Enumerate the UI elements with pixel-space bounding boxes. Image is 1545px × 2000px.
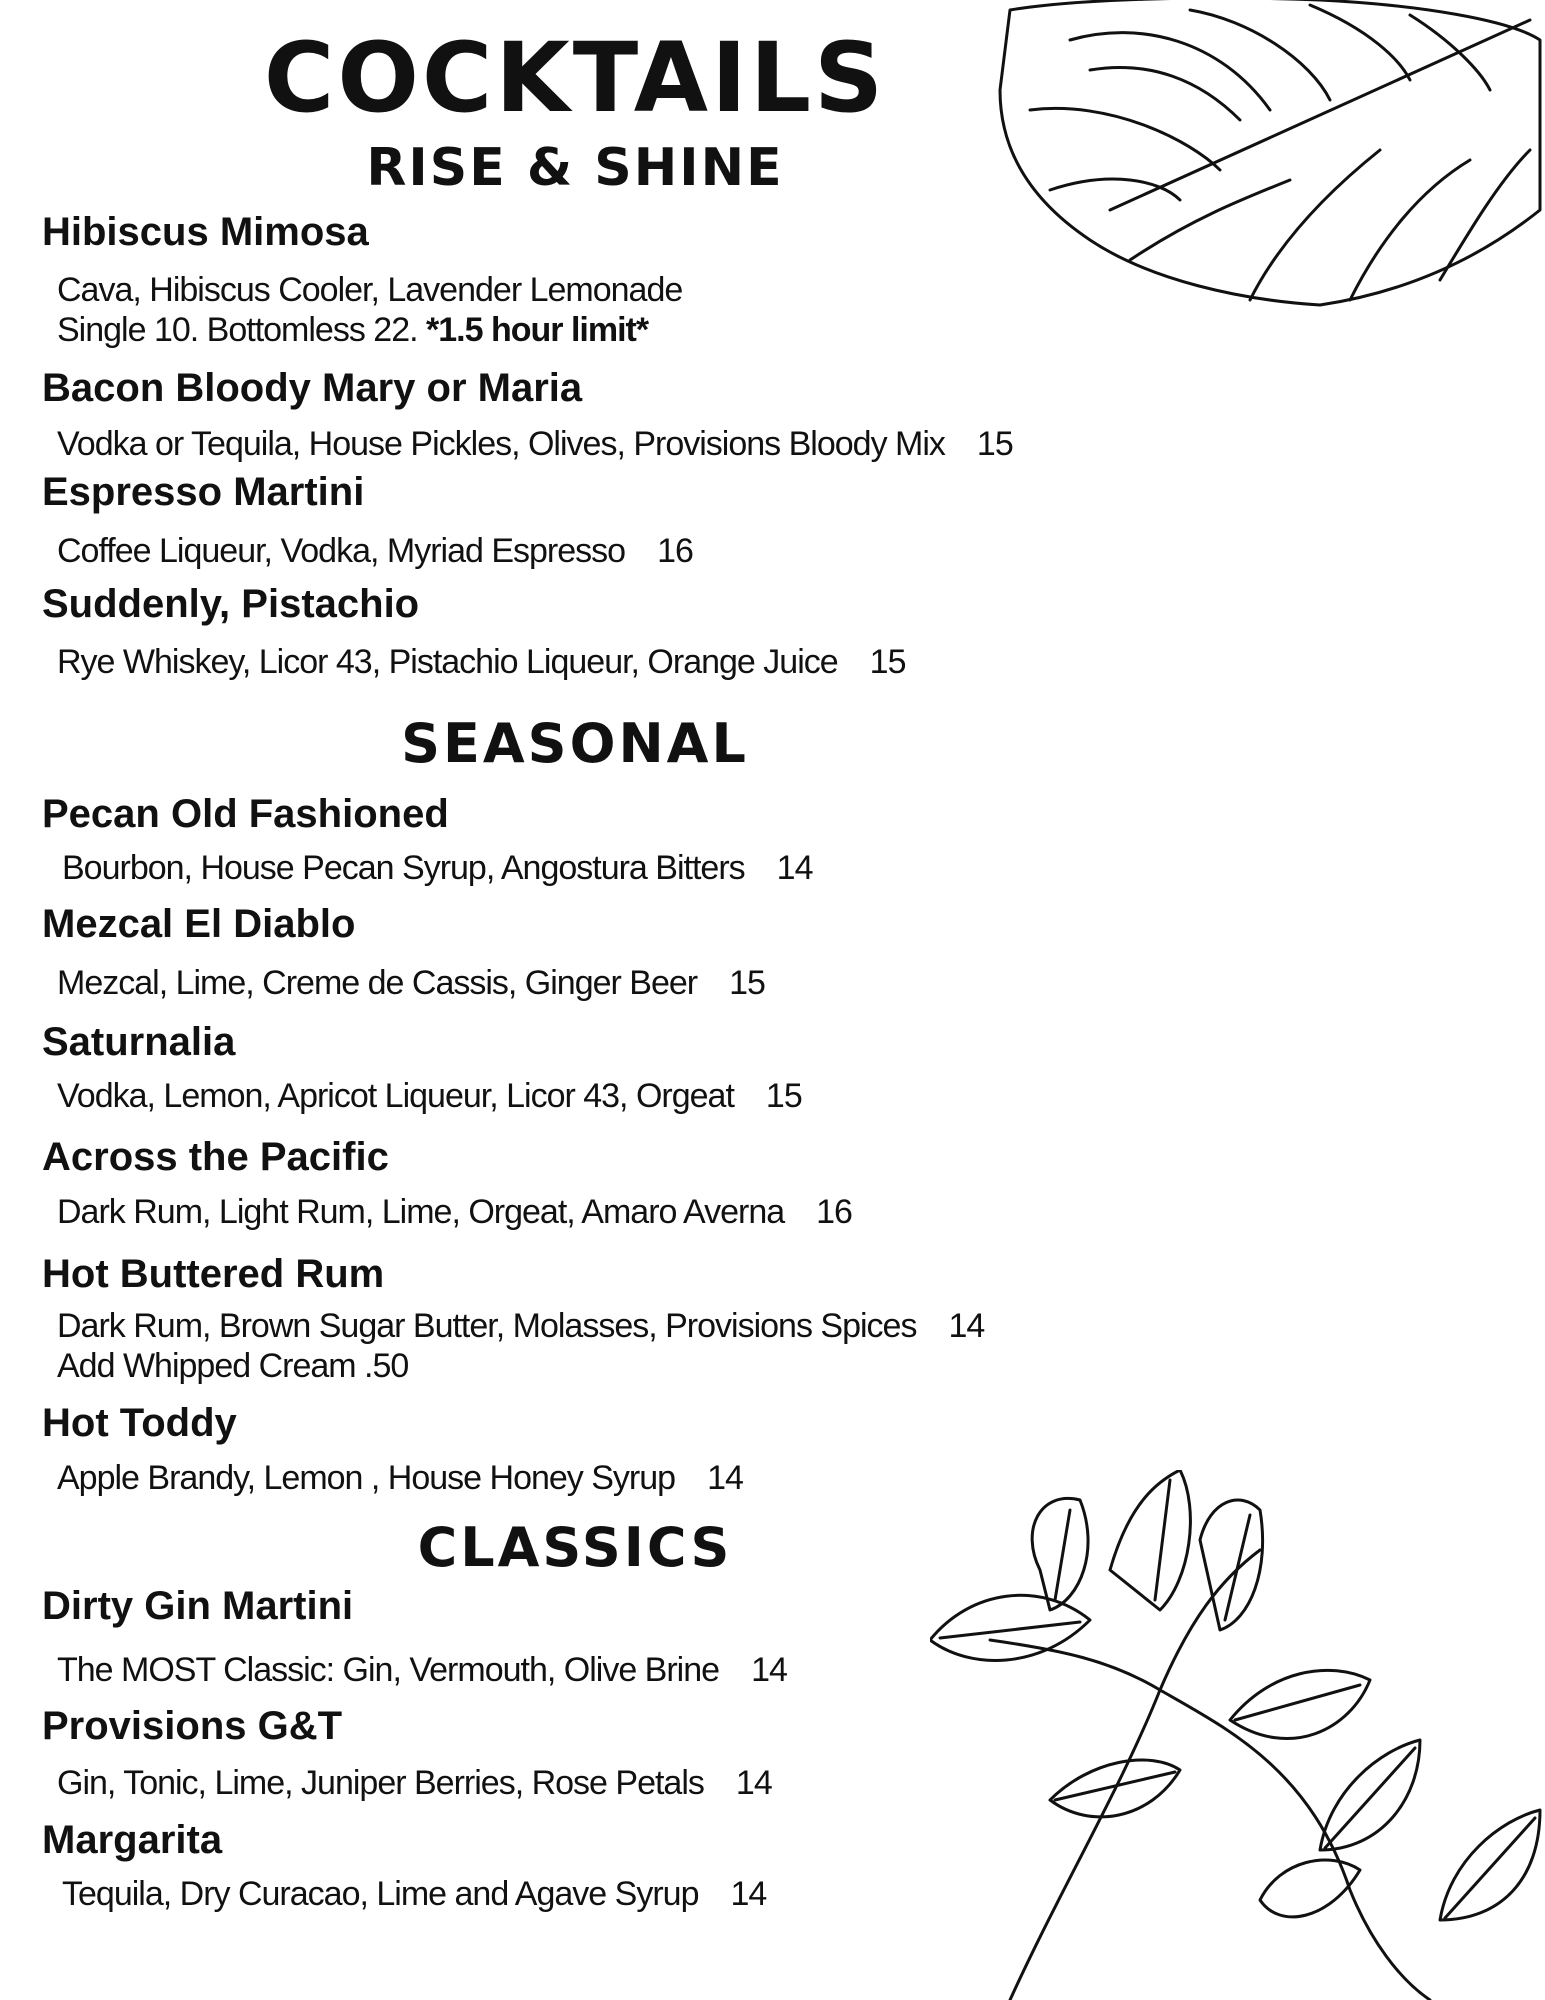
item-ingredients: The MOST Classic: Gin, Vermouth, Olive Brine — [57, 1651, 720, 1689]
item-ingredients: Mezcal, Lime, Creme de Cassis, Ginger Beer — [57, 964, 698, 1002]
leafy-branch-icon — [930, 1470, 1545, 2000]
item-ingredients: Dark Rum, Light Rum, Lime, Orgeat, Amaro Averna — [57, 1193, 785, 1231]
section-title-rise-and-shine: RISE & SHINE — [366, 138, 784, 198]
item-ingredients: Apple Brandy, Lemon , House Honey Syrup — [57, 1459, 676, 1497]
item-price: 15 — [765, 1077, 802, 1115]
monstera-leaf-icon — [990, 0, 1545, 310]
item-name: Provisions G&T — [42, 1704, 343, 1748]
item-price: 15 — [976, 425, 1013, 463]
item-limit-note: *1.5 hour limit* — [426, 311, 649, 349]
item-ingredients: Coffee Liqueur, Vodka, Myriad Espresso — [57, 532, 626, 570]
item-name: Hibiscus Mimosa — [42, 210, 369, 254]
item-price: 14 — [948, 1307, 985, 1345]
item-description — [57, 1763, 772, 1803]
item-description — [57, 1306, 984, 1346]
item-pricing: Single 10. Bottomless 22. — [57, 311, 418, 349]
menu-title: COCKTAILS — [263, 22, 887, 134]
item-description — [62, 1874, 766, 1914]
item-description — [57, 642, 906, 682]
item-name: Mezcal El Diablo — [42, 902, 356, 946]
item-name: Across the Pacific — [42, 1135, 389, 1179]
item-ingredients: Dark Rum, Brown Sugar Butter, Molasses, Provisions Spices — [57, 1307, 917, 1345]
item-name: Bacon Bloody Mary or Maria — [42, 366, 583, 410]
item-pricing-note — [57, 310, 648, 350]
item-ingredients: Tequila, Dry Curacao, Lime and Agave Syrup — [62, 1875, 699, 1913]
item-description — [57, 1458, 743, 1498]
item-name: Hot Toddy — [42, 1401, 237, 1445]
item-description — [62, 848, 812, 888]
item-description — [57, 1076, 802, 1116]
item-description — [57, 424, 1013, 464]
item-name: Pecan Old Fashioned — [42, 792, 449, 836]
item-price: 14 — [730, 1875, 767, 1913]
item-name: Margarita — [42, 1818, 223, 1862]
item-price: 16 — [657, 532, 693, 570]
item-price: 14 — [707, 1459, 743, 1497]
item-ingredients: Vodka or Tequila, House Pickles, Olives, Provisions Bloody Mix — [57, 425, 945, 463]
item-price: 16 — [816, 1193, 852, 1231]
item-price: 14 — [735, 1764, 772, 1802]
section-title-seasonal: SEASONAL — [401, 712, 749, 775]
section-title-classics: CLASSICS — [417, 1516, 733, 1579]
item-description — [57, 1650, 787, 1690]
item-ingredients: Bourbon, House Pecan Syrup, Angostura Bitters — [62, 849, 745, 887]
item-description — [57, 531, 693, 571]
item-ingredients: Rye Whiskey, Licor 43, Pistachio Liqueur, Orange Juice — [57, 643, 838, 681]
item-description: Cava, Hibiscus Cooler, Lavender Lemonade — [57, 271, 683, 309]
item-price: 14 — [776, 849, 813, 887]
item-name: Espresso Martini — [42, 470, 365, 514]
item-description — [57, 1192, 852, 1232]
item-price: 15 — [869, 643, 906, 681]
item-name: Suddenly, Pistachio — [42, 582, 420, 626]
item-ingredients: Vodka, Lemon, Apricot Liqueur, Licor 43, Orgeat — [57, 1077, 734, 1115]
item-addon: Add Whipped Cream .50 — [57, 1347, 409, 1385]
item-price: 15 — [729, 964, 765, 1002]
item-name: Hot Buttered Rum — [42, 1252, 385, 1296]
item-description — [57, 963, 765, 1003]
item-price: 14 — [751, 1651, 787, 1689]
item-name: Dirty Gin Martini — [42, 1584, 354, 1628]
item-ingredients: Gin, Tonic, Lime, Juniper Berries, Rose Petals — [57, 1764, 704, 1802]
item-name: Saturnalia — [42, 1020, 236, 1064]
